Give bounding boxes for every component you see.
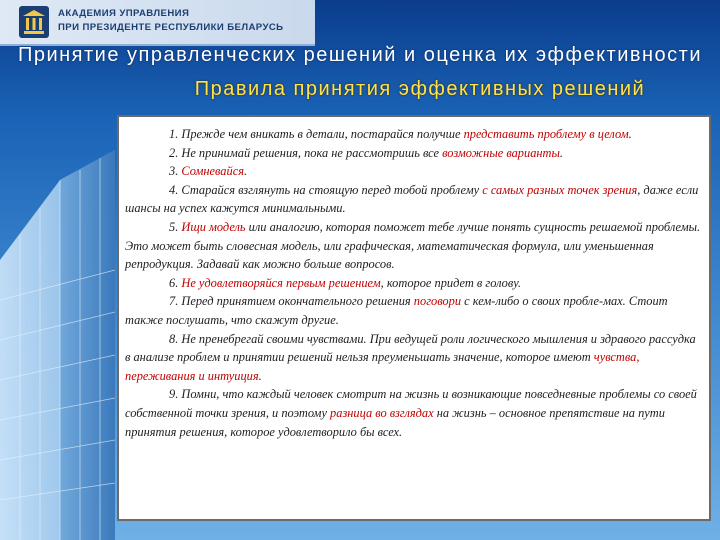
academy-emblem-icon [18,5,50,39]
slide-subtitle: Правила принятия эффективных решений [194,78,646,100]
rule-highlight-text: чувства, переживания и интуиция [125,350,640,383]
rule-text: . [243,164,248,179]
rule-text: 4. Старайся взглянуть на стоящую перед тобой проблему [169,182,483,197]
rule-item [125,144,703,163]
rule-text: . [391,257,395,272]
rule-highlight-text: поговори [413,294,462,309]
rule-highlight-text: Ищи модель [181,219,246,234]
rule-item [125,274,703,293]
rule-item [125,125,703,144]
rule-text: или аналогию, которая поможет тебе лучше понять сущность решаемой проблемы. Это может быть словесная модель, или графическая, математическая формула, или уменьшенная репродукция. [125,219,701,272]
rule-text: с кем-либо о своих пробле-мах. Стоит также послушать, что скажут другие. [125,294,668,327]
rule-item [125,218,703,274]
rule-item [125,292,703,329]
rule-text: 2. Не принимай решения, пока не рассмотришь все [169,145,443,160]
rule-text: Задавай как можно больше вопросов [196,257,392,272]
rule-text: 8. Не пренебрегай своими чувствами. При ведущей роли логического мышления и здравого рассудка в анализе проблем и принятии решений нельзя преуменьшать значение, которое имеют [125,331,696,365]
organization-name [58,7,283,35]
rules-list [125,125,703,441]
rule-text: 5. [169,219,182,234]
organization-name-line2: ПРИ ПРЕЗИДЕНТЕ РЕСПУБЛИКИ БЕЛАРУСЬ [58,22,284,33]
organization-name-line1: АКАДЕМИЯ УПРАВЛЕНИЯ [58,8,190,19]
rule-text: 3. [169,164,182,179]
slide-title: Принятие управленческих решений и оценка их эффективности [17,44,703,66]
rule-highlight-text: представить проблему в целом [463,127,629,141]
rule-text: 6. [169,275,182,290]
rule-text: . [559,145,563,160]
rule-item [125,385,703,441]
rule-text: на жизнь – основное препятствие на пути принятия решения, которое удовлетворило бы всех. [125,405,665,439]
rule-text: 9. Помни, что каждый человек смотрит на жизнь и возникающие повседневные проблемы со своей собственной точки зрения, и поэтому [125,387,697,420]
rule-text: 7. Перед принятием окончательного решения [169,294,414,309]
rule-text: 1. Прежде чем вникать в детали, постарайся получше [169,127,464,141]
rule-item [125,330,703,386]
rule-text: , которое придет в голову. [380,275,522,290]
rule-highlight-text: Не удовлетворяйся первым решением [181,275,381,290]
rule-highlight-text: Сомневайся [181,164,244,179]
rules-content-box [117,115,711,521]
rule-highlight-text: с самых разных точек зрения [482,182,638,197]
rule-text: , даже если шансы на успех кажутся минимальными. [125,182,699,216]
rule-item [125,162,703,181]
rule-highlight-text: возможные варианты [442,145,560,160]
rule-text: . [628,127,632,141]
rule-item [125,181,703,218]
header-bar [0,0,315,46]
rule-text: . [258,368,262,383]
rule-highlight-text: разница во взглядах [330,405,434,420]
